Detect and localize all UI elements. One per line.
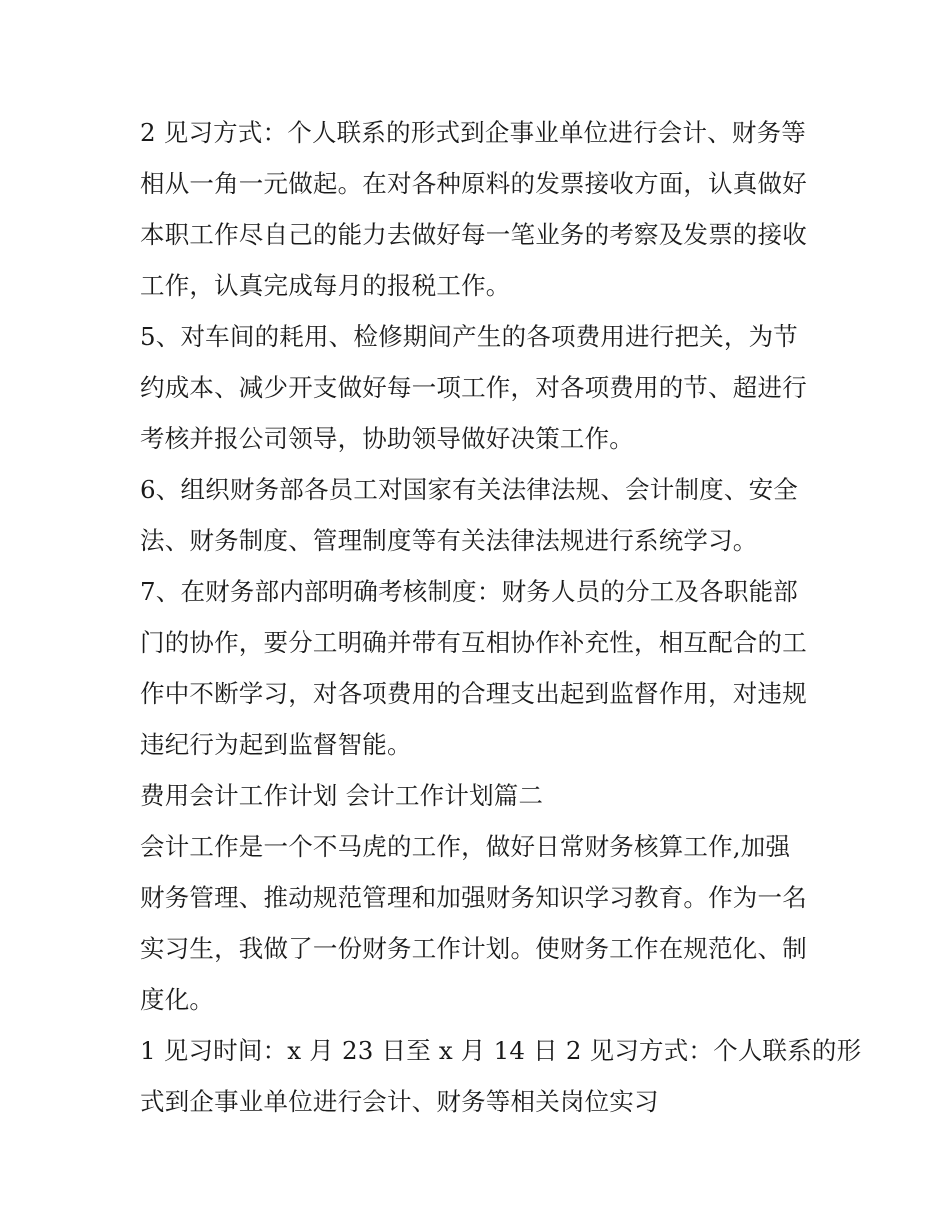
text-line: 1 见习时间：x 月 23 日至 x 月 14 日 2 见习方式：个人联系的形 (140, 1036, 862, 1065)
text-line: 2 见习方式：个人联系的形式到企事业单位进行会计、财务等 (140, 118, 806, 147)
text-line: 度化。 (140, 985, 215, 1014)
text-line: 式到企事业单位进行会计、财务等相关岗位实习 (140, 1087, 659, 1116)
text-line: 作中不断学习，对各项费用的合理支出起到监督作用，对违规 (140, 679, 807, 708)
text-line: 5、对车间的耗用、检修期间产生的各项费用进行把关，为节 (140, 322, 798, 351)
text-line: 约成本、减少开支做好每一项工作，对各项费用的节、超进行 (140, 373, 807, 402)
text-line: 7、在财务部内部明确考核制度：财务人员的分工及各职能部 (140, 577, 798, 606)
text-line: 财务管理、推动规范管理和加强财务知识学习教育。作为一名 (140, 883, 807, 912)
text-line: 实习生，我做了一份财务工作计划。使财务工作在规范化、制 (140, 934, 807, 963)
text-line: 违纪行为起到监督智能。 (140, 730, 412, 759)
document-page (140, 107, 862, 1127)
text-line: 门的协作，要分工明确并带有互相协作补充性，相互配合的工 (140, 628, 807, 657)
text-line: 会计工作是一个不马虎的工作，做好日常财务核算工作,加强 (140, 832, 791, 861)
text-line: 工作，认真完成每月的报税工作。 (140, 271, 511, 300)
text-line: 法、财务制度、管理制度等有关法律法规进行系统学习。 (140, 526, 758, 555)
text-line: 考核并报公司领导，协助领导做好决策工作。 (140, 424, 634, 453)
section-heading: 费用会计工作计划 会计工作计划篇二 (140, 781, 544, 810)
text-line: 6、组织财务部各员工对国家有关法律法规、会计制度、安全 (140, 475, 798, 504)
text-line: 本职工作尽自己的能力去做好每一笔业务的考察及发票的接收 (140, 220, 807, 249)
text-line: 相从一角一元做起。在对各种原料的发票接收方面，认真做好 (140, 169, 807, 198)
